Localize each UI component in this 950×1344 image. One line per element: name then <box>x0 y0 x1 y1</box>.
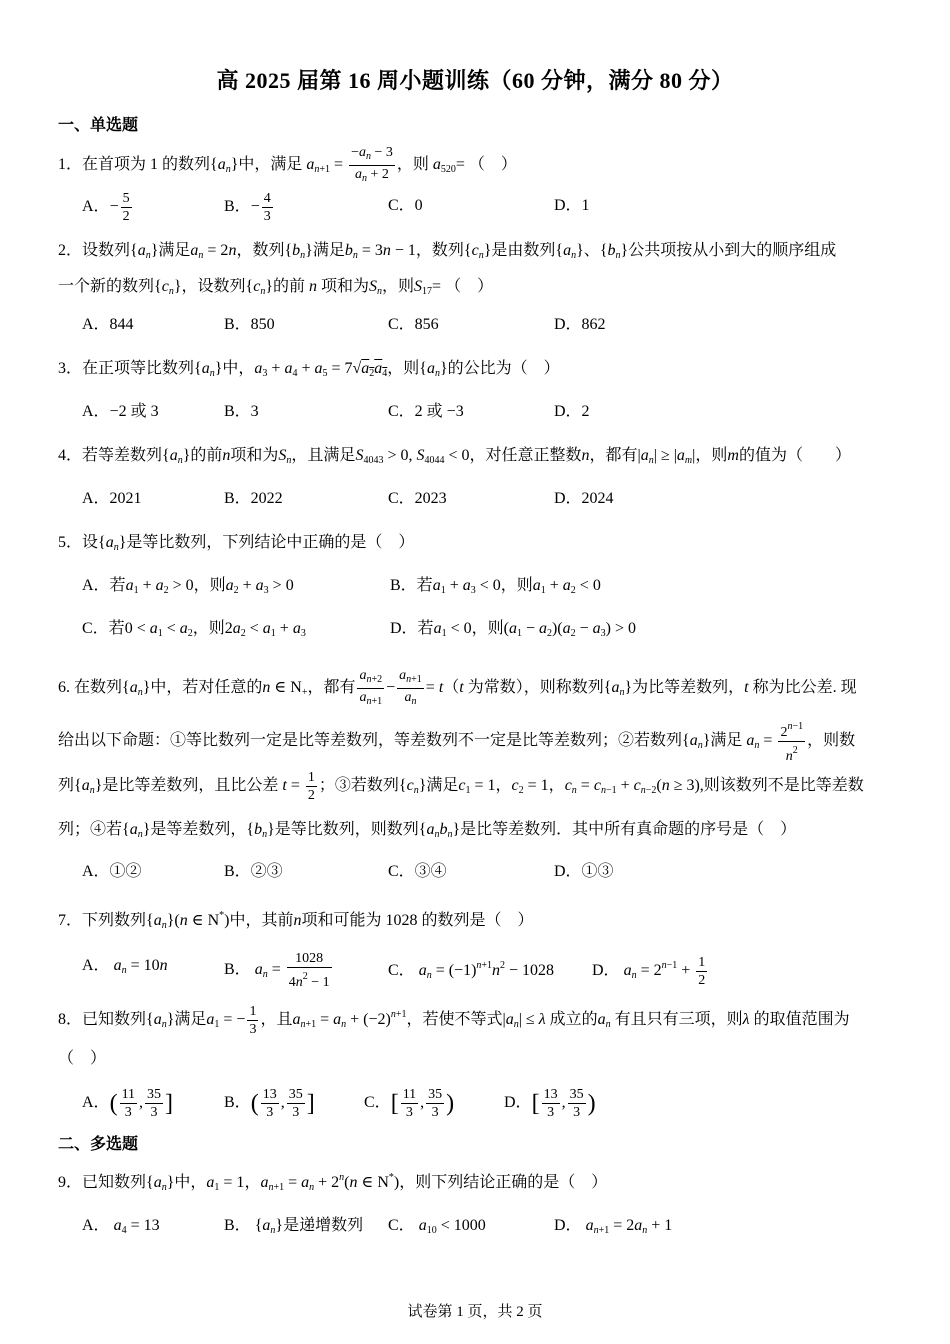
option-c[interactable]: C．0 <box>388 197 423 214</box>
option-c[interactable]: C．2023 <box>388 490 447 507</box>
option-c[interactable]: C． $a_{10} < 1000$ <box>388 1217 486 1236</box>
option-b[interactable]: B．850 <box>224 316 275 333</box>
option-b[interactable]: B．2022 <box>224 490 283 507</box>
section-multiple-choice: 二、多选题 <box>58 1136 139 1153</box>
question-9: 9．已知数列$\{a_n\}$中，$a_1 = 1$，$a_{n+1} = a_n + 2^n(n$ ∈ N*)，则下列结论正确的是（ ） <box>58 1172 608 1193</box>
question-6-line-4: 列；④若$\{a_n\}$是等差数列，$\{b_n\}$是等比数列，则数列$\{a_nb_n\}$是比等差数列．其中所有真命题的序号是（ ） <box>58 821 797 840</box>
option-a[interactable]: A．若$a_1 + a_2 > 0$，则$a_2 + a_3 > 0$ <box>82 577 294 596</box>
question-6-options <box>82 856 902 888</box>
option-b[interactable]: B．3 <box>224 403 259 420</box>
question-4-options <box>82 483 902 515</box>
question-6-line-1: 6. 在数列$\{a_n\}$中，若对任意的n ∈ $N_+$，都有 $\frac{a_{n+2}}{a_{n+1}}$ − $\frac{a_{n+1}}{a_n}$ = t（t 为常数），则称数列$\{a_n\}$为比等差数列，t 称为比公差. 现 <box>58 668 857 707</box>
question-2-line-1: 2．设数列$\{a_n\}$满足$a_n = 2n$，数列$\{b_n\}$满足$b_n = 3n - 1$，数列$\{c_n\}$是由数列$\{a_n\}$、$\{b_n\}$公共项按从小到大的顺序组成 <box>58 242 837 261</box>
question-5-options-row-1 <box>82 570 902 602</box>
option-c[interactable]: C． $a_n = (-1)^{n+1}n^2 - 1028$ <box>388 960 555 981</box>
option-a[interactable]: A．2021 <box>82 490 142 507</box>
option-d[interactable]: D．862 <box>554 316 606 333</box>
question-4: 4．若等差数列$\{a_n\}$的前n项和为$S_n$，且满足$S_{4043} > 0$, $S_{4044} < 0$，对任意正整数n，都有$|a_n| \ge |a_m|$，则m的值为（ ） <box>58 447 851 466</box>
option-d[interactable]: D． $a_{n+1} = 2a_n + 1$ <box>554 1217 673 1236</box>
option-c[interactable]: C．2 或 −3 <box>388 403 464 420</box>
option-d[interactable]: D．若$a_1 < 0$，则$(a_1 - a_2)(a_2 - a_3) > 0$ <box>390 620 637 639</box>
question-8-line-1: 8．已知数列$\{a_n\}$满足$a_1$ = − $\frac{1}{3}$ ，且$a_{n+1} = a_n + (-2)^{n+1}$，若使不等式$|a_n| \le \lambda$ 成立的$a_n$ 有且只有三项，则λ 的取值范围为 <box>58 1004 850 1037</box>
question-6-line-2: 给出以下命题：①等比数列一定是比等差数列，等差数列不一定是比等差数列；②若数列$\{a_n\}$满足 $a_n$ = $\frac{2^{n-1}}{n^2}$ ，则数 <box>58 718 898 765</box>
option-a[interactable]: A． $a_4 = 13$ <box>82 1217 160 1236</box>
question-1: 1．在首项为 1 的数列$\{a_n\}$中，满足 $a_{n+1}$ = $\frac{-a_n - 3}{a_n + 2}$ ，则 $a_{520}=$ （ ） <box>58 145 517 184</box>
question-5-options-row-2 <box>82 613 902 645</box>
question-9-options <box>82 1210 902 1242</box>
page-footer: 试卷第 1 页，共 2 页 <box>407 1304 543 1320</box>
option-a[interactable]: A．844 <box>82 316 134 333</box>
option-a[interactable]: A．−2 或 3 <box>82 403 159 420</box>
question-7: 7．下列数列$\{a_n\}(n$ ∈ N*)中，其前n项和可能为 1028 的数列是（ ） <box>58 910 534 931</box>
option-b[interactable]: B．( $\frac{13}{3}$ , $\frac{35}{3}$ ] <box>224 1087 315 1120</box>
option-b[interactable]: B． $\{a_n\}$是递增数列 <box>224 1217 364 1236</box>
option-a[interactable]: A． $a_n = 10n$ <box>82 957 168 976</box>
option-d[interactable]: D． $a_n = 2^{n-1}$ + $\frac{1}{2}$ <box>592 954 706 988</box>
option-a[interactable]: A．①② <box>82 863 142 880</box>
question-5: 5．设$\{a_n\}$是等比数列，下列结论中正确的是（ ） <box>58 534 415 553</box>
question-3-options <box>82 396 902 428</box>
question-2-options <box>82 309 902 341</box>
question-8-line-2: （ ） <box>58 1050 107 1067</box>
option-d[interactable]: D．①③ <box>554 863 614 880</box>
option-b[interactable]: B． $a_n$ = $\frac{1028}{4n^2 - 1}$ <box>224 951 330 990</box>
question-7-options <box>82 950 902 990</box>
option-d[interactable]: D．2 <box>554 403 590 420</box>
question-2-line-2: 一个新的数列$\{c_n\}$，设数列$\{c_n\}$的前 n 项和为$S_n$，则$S_{17}=$ （ ） <box>58 278 494 297</box>
option-d[interactable]: D．2024 <box>554 490 614 507</box>
option-b[interactable]: B．− $\frac{4}{3}$ <box>224 191 271 224</box>
question-6-line-3: 列$\{a_n\}$是比等差数列，且比公差 t = $\frac{1}{2}$ ；③若数列$\{c_n\}$满足$c_1 = 1$，$c_2 = 1$，$c_n = c_{n-1} + c_{n-2}(n \ge 3)$,则该数列不是比等差数 <box>58 770 864 803</box>
question-3: 3．在正项等比数列$\{a_n\}$中，$a_3 + a_4 + a_5 = 7√a_2a_4$，则$\{a_n\}$的公比为（ ） <box>58 360 560 379</box>
option-b[interactable]: B．②③ <box>224 863 283 880</box>
page-title: 高 2025 届第 16 周小题训练（60 分钟，满分 80 分） <box>216 68 734 93</box>
option-c[interactable]: C．若$0 < a_1 < a_2$，则$2a_2 < a_1 + a_3$ <box>82 620 306 639</box>
option-a[interactable]: A．( $\frac{11}{3}$ , $\frac{35}{3}$ ] <box>82 1087 174 1120</box>
option-d[interactable]: D．[ $\frac{13}{3}$ , $\frac{35}{3}$ ) <box>504 1087 596 1120</box>
option-b[interactable]: B．若$a_1 + a_3 < 0$，则$a_1 + a_2 < 0$ <box>390 577 601 596</box>
option-a[interactable]: A．− $\frac{5}{2}$ <box>82 191 130 224</box>
option-d[interactable]: D．1 <box>554 197 590 214</box>
option-c[interactable]: C．856 <box>388 316 439 333</box>
question-8-options <box>82 1086 902 1118</box>
question-1-options <box>82 190 902 222</box>
option-c[interactable]: C．[ $\frac{11}{3}$ , $\frac{35}{3}$ ) <box>364 1087 455 1120</box>
section-single-choice: 一、单选题 <box>58 117 139 134</box>
option-c[interactable]: C．③④ <box>388 863 447 880</box>
